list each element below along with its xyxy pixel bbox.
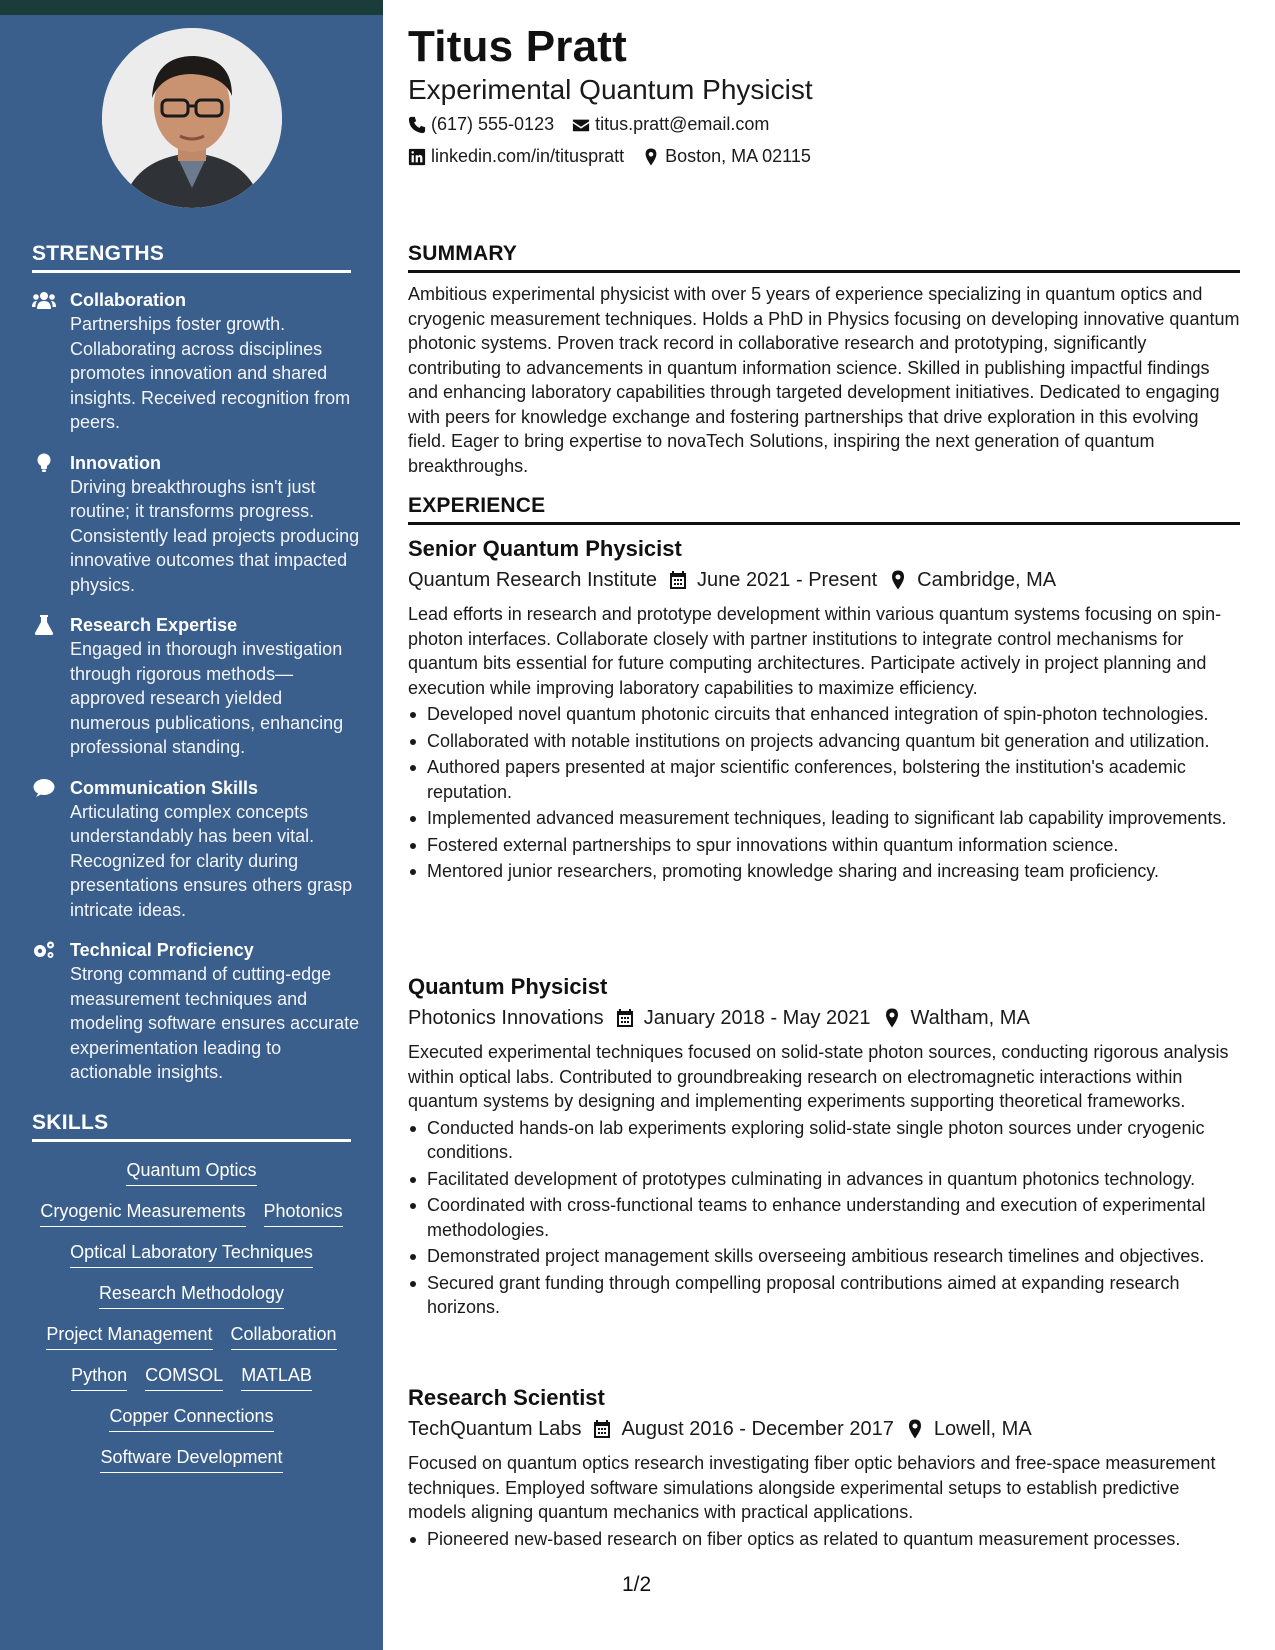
location-text: Boston, MA 02115 [665, 146, 811, 166]
job-dates: June 2021 - Present [697, 569, 878, 591]
experience-entry [408, 1383, 1240, 1553]
skill-tag: Cryogenic Measurements [40, 1199, 245, 1227]
job-description: Lead efforts in research and prototype development within various quantum systems focusing on spin-photon interfaces. Collaborate closely with partner institutions to integrate control mechanisms for quantum bits essential for future computing architectures. Participate actively in project planning and execution while improving laboratory capabilities to maximize efficiency. [408, 604, 1222, 698]
skill-tag: Python [71, 1363, 127, 1391]
job-dates: January 2018 - May 2021 [643, 1007, 871, 1029]
strength-description: Articulating complex concepts understandably has been vital. Recognized for clarity during presentations ensures others grasp intricate ideas. [70, 801, 353, 920]
strength-item [32, 288, 362, 435]
profile-photo-image [102, 28, 282, 208]
job-role: Research Scientist [408, 1385, 605, 1410]
job-bullets [408, 1527, 1240, 1552]
phone-text: (617) 555-0123 [431, 114, 555, 134]
strength-item [32, 451, 362, 598]
lightbulb-icon [32, 451, 70, 598]
skill-tag: Photonics [264, 1199, 343, 1227]
gears-icon [32, 938, 70, 1085]
linkedin-icon [408, 148, 426, 166]
skill-tag: Quantum Optics [126, 1158, 256, 1186]
skill-tag: COMSOL [145, 1363, 223, 1391]
experience-heading: EXPERIENCE [408, 494, 1240, 525]
job-bullet: Implemented advanced measurement techniques, leading to significant lab capability improvements. [408, 806, 1240, 831]
flask-icon [32, 613, 70, 760]
email-contact[interactable] [572, 114, 769, 135]
linkedin-contact[interactable] [408, 146, 624, 167]
skill-tag: Collaboration [231, 1322, 337, 1350]
job-bullet: Demonstrated project management skills overseeing ambitious research timelines and objectives. [408, 1244, 1240, 1269]
contact-row [408, 114, 787, 135]
envelope-icon [572, 116, 590, 134]
phone-icon [408, 116, 426, 134]
speech-bubble-icon [32, 776, 70, 923]
job-company: Photonics Innovations [408, 1007, 604, 1029]
linkedin-text[interactable]: linkedin.com/in/tituspratt [431, 146, 625, 166]
job-meta [408, 1415, 1240, 1443]
strength-description: Driving breakthroughs isn't just routine; it transforms progress. Consistently lead projects producing innovative outcomes that impacted physics. [70, 476, 360, 595]
skills-list [32, 1158, 351, 1473]
phone-contact [408, 114, 554, 135]
job-bullet: Coordinated with cross-functional teams to enhance understanding and execution of experimental methodologies. [408, 1193, 1240, 1242]
contact-row [408, 146, 829, 167]
map-pin-icon [883, 1008, 901, 1028]
skill-tag: Copper Connections [109, 1404, 273, 1432]
job-bullets [408, 702, 1240, 884]
job-role: Quantum Physicist [408, 974, 608, 999]
skill-tag: Software Development [100, 1445, 282, 1473]
skills-heading: SKILLS [32, 1111, 351, 1142]
job-description: Executed experimental techniques focused on solid-state photon sources, conducting rigorous analysis within optical labs. Contributed to groundbreaking research on electromagnetic interactions within quantum systems by designing and implementing experiments supporting theoretical frameworks. [408, 1042, 1229, 1111]
job-bullet: Developed novel quantum photonic circuits that enhanced integration of spin-photon technologies. [408, 702, 1240, 727]
map-pin-icon [889, 570, 907, 590]
job-bullet: Collaborated with notable institutions on projects advancing quantum bit generation and utilization. [408, 729, 1240, 754]
calendar-icon [593, 1419, 611, 1439]
job-meta [408, 1004, 1240, 1032]
sidebar [0, 0, 383, 1650]
job-description: Focused on quantum optics research investigating fiber optic behaviors and free-space measurement techniques. Employed software simulations alongside experimental setups to establish predictive models aligning quantum mechanics with practical applications. [408, 1453, 1216, 1522]
job-bullets [408, 1116, 1240, 1320]
summary-heading: SUMMARY [408, 242, 1240, 273]
job-bullet: Facilitated development of prototypes culminating in advances in quantum photonics technology. [408, 1167, 1240, 1192]
job-bullet: Pioneered new-based research on fiber optics as related to quantum measurement processes. [408, 1527, 1240, 1552]
users-icon [32, 288, 70, 435]
skill-tag: MATLAB [241, 1363, 312, 1391]
job-meta [408, 566, 1240, 594]
strength-title: Collaboration [70, 290, 186, 310]
map-pin-icon [642, 148, 660, 166]
skill-tag: Optical Laboratory Techniques [70, 1240, 313, 1268]
map-pin-icon [906, 1419, 924, 1439]
job-bullet: Authored papers presented at major scientific conferences, bolstering the institution's academic reputation. [408, 755, 1240, 804]
calendar-icon [616, 1008, 634, 1028]
job-dates: August 2016 - December 2017 [621, 1418, 894, 1440]
strength-item [32, 776, 362, 923]
strength-title: Research Expertise [70, 615, 238, 635]
summary-text: Ambitious experimental physicist with over 5 years of experience specializing in quantum optics and cryogenic measurement techniques. Holds a PhD in Physics focusing on developing innovative quantum photonic systems. Proven track record in collaborative research and prototyping, significantly contributing to advancements in quantum information science. Skilled in publishing impactful findings and enhancing laboratory capabilities through targeted development initiatives. Dedicated to engaging with peers for knowledge exchange and fostering partnerships that drive exploration in this evolving field. Eager to bring expertise to novaTech Solutions, inspiring the next generation of quantum breakthroughs. [408, 284, 1240, 476]
strengths-list [32, 288, 362, 1101]
strength-item [32, 938, 362, 1085]
strength-item [32, 613, 362, 760]
strength-description: Engaged in thorough investigation through rigorous methods—approved research yielded numerous publications, enhancing professional standing. [70, 639, 344, 757]
job-company: Quantum Research Institute [408, 569, 658, 591]
strength-title: Innovation [70, 452, 161, 473]
experience-entry [408, 534, 1240, 886]
calendar-icon [669, 570, 687, 590]
strength-title: Technical Proficiency [70, 940, 254, 960]
job-role: Senior Quantum Physicist [408, 536, 682, 561]
strength-description: Strong command of cutting-edge measurement techniques and modeling software ensures accurate experimentation leading to actionable insights. [70, 964, 360, 1082]
strength-description: Partnerships foster growth. Collaborating across disciplines promotes innovation and shared insights. Received recognition from peers. [70, 314, 351, 432]
strength-title: Communication Skills [70, 777, 259, 798]
page-number: 1/2 [622, 1573, 652, 1596]
job-bullet: Secured grant funding through compelling proposal contributions aimed at expanding research horizons. [408, 1271, 1240, 1320]
strengths-heading: STRENGTHS [32, 242, 351, 273]
job-bullet: Fostered external partnerships to spur innovations within quantum information science. [408, 833, 1240, 858]
job-bullet: Conducted hands-on lab experiments exploring solid-state single photon sources under cryogenic conditions. [408, 1116, 1240, 1165]
job-location: Lowell, MA [933, 1418, 1032, 1440]
sidebar-top-bar [0, 0, 383, 15]
location-contact [642, 146, 811, 167]
email-text[interactable]: titus.pratt@email.com [595, 114, 770, 134]
job-location: Waltham, MA [910, 1007, 1030, 1029]
candidate-title: Experimental Quantum Physicist [408, 74, 813, 105]
job-bullet: Mentored junior researchers, promoting knowledge sharing and increasing team proficiency. [408, 859, 1240, 884]
job-company: TechQuantum Labs [408, 1418, 582, 1440]
profile-photo [102, 28, 282, 208]
job-location: Cambridge, MA [917, 569, 1057, 591]
candidate-name: Titus Pratt [408, 22, 627, 71]
skill-tag: Research Methodology [99, 1281, 284, 1309]
skill-tag: Project Management [46, 1322, 212, 1350]
experience-entry [408, 972, 1240, 1322]
